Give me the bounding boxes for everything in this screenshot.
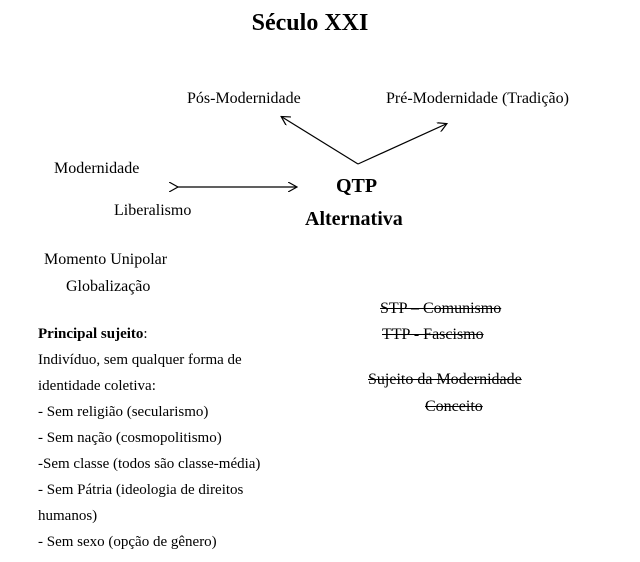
subject-line: - Sem Pátria (ideologia de direitos [38,482,244,498]
label-modernidade: Modernidade [54,160,140,177]
label-pos-modernidade: Pós-Modernidade [187,90,301,107]
label-globalizacao: Globalização [66,278,151,295]
subject-line: - Sem sexo (opção de gênero) [38,534,217,550]
subject-line: -Sem classe (todos são classe-média) [38,456,261,472]
struck-ttp: TTP - Fascismo [382,326,484,343]
subject-line: - Sem religião (secularismo) [38,404,209,420]
subject-line: - Sem nação (cosmopolitismo) [38,430,222,446]
subject-heading-line [38,326,148,343]
label-pre-modernidade: Pré-Modernidade (Tradição) [386,90,569,107]
struck-stp: STP – Comunismo [380,300,502,317]
label-momento-unipolar: Momento Unipolar [44,251,168,268]
label-qtp: QTP [336,175,378,197]
subject-heading: Principal sujeito [38,326,144,342]
struck-conceito: Conceito [425,398,483,415]
subject-line: humanos) [38,508,98,524]
label-alternativa: Alternativa [305,208,403,230]
struck-sujeito-modernidade: Sujeito da Modernidade [368,371,522,388]
arrow-to-pos-modernidade [282,117,358,164]
subject-heading-colon: : [143,326,148,342]
arrow-to-pre-modernidade [358,124,446,164]
page-title: Século XXI [251,10,369,36]
subject-line: identidade coletiva: [38,378,156,394]
label-liberalismo: Liberalismo [114,202,192,219]
subject-line: Indivíduo, sem qualquer forma de [38,352,242,368]
